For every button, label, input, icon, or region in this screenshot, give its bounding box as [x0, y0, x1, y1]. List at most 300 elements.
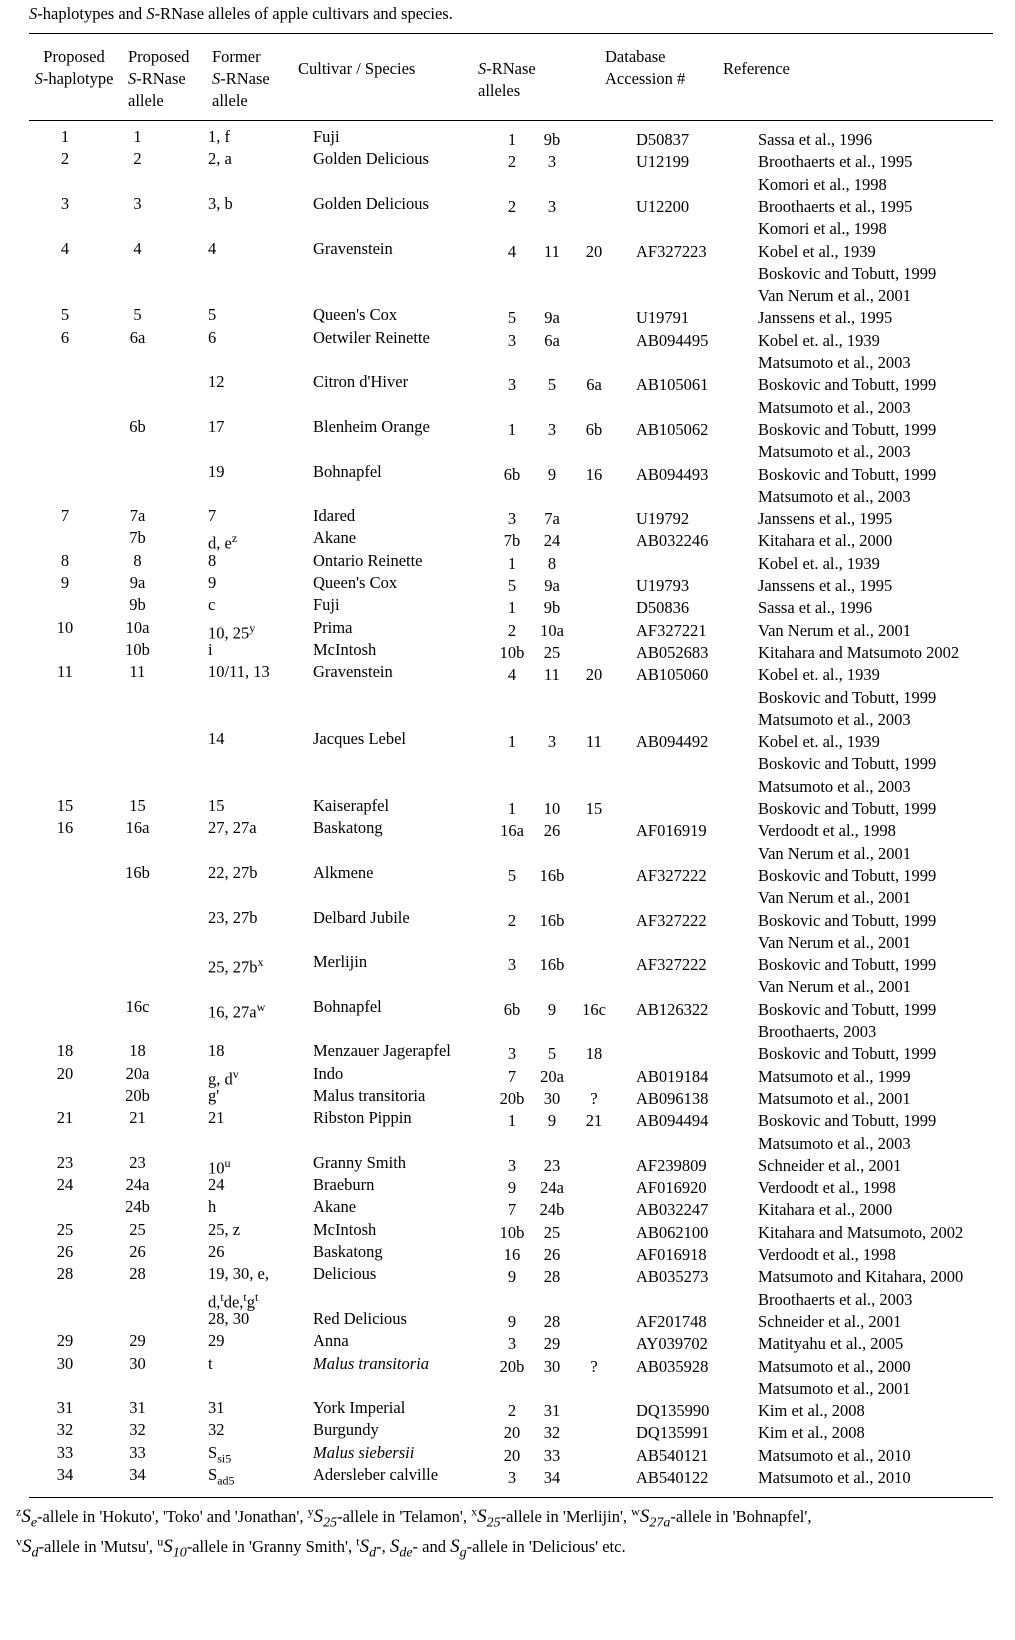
- header-rule: [29, 120, 993, 121]
- cell-a1: 3: [507, 1334, 517, 1354]
- cell-a1: 5: [507, 865, 517, 885]
- cell-hap: 33: [56, 1442, 74, 1462]
- cell-acc: AF016918: [636, 1245, 707, 1264]
- cell-prop: 11: [129, 662, 146, 682]
- table-row: [0, 1196, 1015, 1218]
- cell-former: d, $e^z$: [208, 531, 238, 553]
- cell-former: 4: [208, 238, 217, 258]
- cell-cultivar: Queen's Cox: [313, 305, 398, 325]
- cell-acc: AF327223: [636, 241, 707, 261]
- cell-former: 21: [208, 1108, 225, 1128]
- cell-hap: 3: [60, 193, 70, 213]
- cell-acc: AF016920: [636, 1178, 707, 1198]
- cell-ref: Kitahara et al., 2000: [758, 531, 893, 551]
- table-row: [0, 1152, 1015, 1178]
- cell-ref: Matsumoto et al., 2010: [758, 1445, 911, 1465]
- cell-acc: AF239809: [636, 1155, 707, 1175]
- table-row: [0, 349, 1015, 371]
- cell-prop: 28: [129, 1264, 146, 1284]
- table-row: [0, 1063, 1015, 1089]
- header-proposed-haplotype: Proposed S-haplotype: [34, 47, 114, 88]
- cell-cultivar: Malus transitoria: [313, 1353, 429, 1373]
- cell-former: 10, 25$^y$: [208, 620, 256, 643]
- cell-a2: 9: [547, 464, 557, 484]
- cell-cultivar: Idared: [313, 506, 356, 526]
- cell-prop: 5: [133, 305, 142, 325]
- cell-prop: 6a: [129, 327, 146, 347]
- table-row: [0, 907, 1015, 929]
- cell-a2: 10: [543, 799, 561, 818]
- cell-cultivar: Kaiserapfel: [313, 796, 390, 815]
- table-row: [0, 215, 1015, 237]
- cell-prop: 15: [129, 796, 146, 815]
- table-row: [0, 1353, 1015, 1375]
- table-row: [0, 1442, 1015, 1464]
- cell-a2: 5: [547, 1044, 557, 1064]
- cell-a2: 30: [543, 1356, 561, 1376]
- cell-prop: 33: [129, 1442, 146, 1462]
- cell-former: 17: [208, 416, 225, 436]
- cell-a1: 10b: [499, 1222, 525, 1242]
- cell-a1: 1: [507, 130, 517, 149]
- cell-a2: 3: [547, 152, 557, 172]
- cell-ref: Van Nerum et al., 2001: [758, 888, 912, 908]
- cell-a2: 25: [543, 642, 561, 662]
- cell-ref: Matsumoto et al., 2003: [758, 442, 911, 462]
- cell-a3: 21: [585, 1111, 603, 1131]
- cell-prop: 25: [129, 1219, 146, 1239]
- table-row: [0, 572, 1015, 594]
- cell-acc: DQ135991: [636, 1423, 710, 1443]
- cell-ref: Van Nerum et al., 2001: [758, 932, 912, 952]
- table-row: [0, 1174, 1015, 1196]
- cell-former: 19, 30, e,: [208, 1264, 269, 1284]
- cell-ref: Matsumoto et al., 2010: [758, 1468, 911, 1487]
- cell-former: 9: [208, 573, 217, 592]
- cell-cultivar: McIntosh: [313, 639, 377, 659]
- cell-ref: Komori et al., 1998: [758, 219, 887, 239]
- cell-a2: 11: [544, 241, 560, 261]
- cell-a2: 24b: [539, 1200, 565, 1220]
- cell-former: 25, z: [208, 1219, 241, 1239]
- cell-acc: AB035273: [636, 1267, 709, 1287]
- cell-a2: 9a: [544, 308, 560, 328]
- cell-a3: 20: [585, 665, 603, 685]
- cell-ref: Matsumoto et al., 2003: [758, 353, 911, 372]
- cell-acc: AB105061: [636, 375, 709, 395]
- table-row: [0, 840, 1015, 862]
- cell-acc: AB105060: [636, 665, 709, 685]
- cell-cultivar: Golden Delicious: [313, 193, 429, 213]
- cell-cultivar: Akane: [313, 1197, 357, 1217]
- table-row: [0, 461, 1015, 483]
- cell-ref: Matsumoto et al., 2003: [758, 1133, 911, 1153]
- cell-prop: 30: [129, 1353, 146, 1373]
- header-former-allele: Former S-RNase allele: [212, 47, 270, 110]
- cell-a1: 3: [507, 955, 517, 975]
- cell-former: g': [208, 1085, 220, 1105]
- cell-ref: Boskovic and Tobutt, 1999: [758, 687, 937, 707]
- cell-prop: 2: [133, 149, 142, 169]
- table-row: [0, 1375, 1015, 1397]
- cell-ref: Kim et al., 2008: [758, 1423, 865, 1443]
- cell-former: $S_{ad5}$: [208, 1465, 235, 1488]
- table-row: [0, 1085, 1015, 1107]
- cell-ref: Boskovic and Tobutt, 1999: [758, 754, 937, 774]
- footnote-part: $^wS_{27a}$-allele in 'Bohnapfel',: [631, 1504, 812, 1530]
- table-row: [0, 951, 1015, 977]
- cell-a1: 4: [507, 241, 517, 261]
- table-row: [0, 929, 1015, 951]
- cell-former: g, $d^v$: [208, 1066, 239, 1089]
- cell-ref: Kitahara and Matsumoto 2002: [758, 642, 960, 662]
- table-row: [0, 1241, 1015, 1263]
- table-row: [0, 1286, 1015, 1312]
- table-row: [0, 193, 1015, 215]
- cell-ref: Boskovic and Tobutt, 1999: [758, 419, 937, 439]
- cell-ref: Matsumoto et al., 1999: [758, 1066, 911, 1086]
- cell-a1: 16: [503, 1245, 521, 1264]
- table-row: [0, 750, 1015, 772]
- cell-hap: 10: [56, 617, 74, 637]
- cell-former: 3, b: [208, 193, 233, 213]
- cell-a2: 16b: [539, 955, 565, 975]
- cell-former: 16, $27a^w$: [208, 999, 266, 1022]
- cell-former: 12: [208, 372, 225, 392]
- cell-cultivar: Queen's Cox: [313, 573, 398, 592]
- footnote-part: $^tS_d-$,: [356, 1534, 390, 1560]
- table-row: [0, 661, 1015, 683]
- cell-prop: 10b: [125, 639, 150, 659]
- cell-a2: 33: [543, 1445, 561, 1465]
- cell-cultivar: Golden Delicious: [313, 149, 429, 169]
- cell-ref: Kobel et. al., 1939: [758, 330, 880, 350]
- cell-hap: 24: [56, 1175, 74, 1195]
- table-row: [0, 416, 1015, 438]
- cell-hap: 6: [60, 327, 70, 347]
- cell-former: c: [208, 595, 216, 615]
- cell-cultivar: Burgundy: [313, 1420, 379, 1440]
- table-row: [0, 438, 1015, 460]
- cell-former: i: [208, 639, 213, 659]
- cell-a2: 34: [543, 1468, 561, 1487]
- cell-a1: 20b: [499, 1356, 525, 1376]
- cell-a2: 9: [547, 999, 557, 1019]
- table-row: [0, 684, 1015, 706]
- cell-a3: 16: [585, 464, 603, 484]
- cell-acc: DQ135990: [636, 1401, 710, 1421]
- cell-hap: 18: [56, 1041, 74, 1061]
- cell-a2: 29: [543, 1334, 561, 1354]
- cell-former: 25, $27b^x$: [208, 955, 264, 977]
- cell-a2: 3: [547, 196, 557, 216]
- cell-a1: 1: [507, 1111, 517, 1131]
- footnote-line-1: [16, 1500, 811, 1534]
- cell-prop: 34: [129, 1465, 146, 1484]
- cell-hap: 34: [56, 1465, 74, 1484]
- cell-ref: Van Nerum et al., 2001: [758, 286, 912, 306]
- cell-a1: 1: [507, 598, 517, 618]
- cell-a2: 25: [543, 1222, 561, 1242]
- table-row: [0, 884, 1015, 906]
- cell-ref: Van Nerum et al., 2001: [758, 843, 912, 863]
- cell-cultivar: Jacques Lebel: [313, 729, 406, 749]
- cell-ref: Boskovic and Tobutt, 1999: [758, 1111, 937, 1131]
- cell-ref: Broothaerts et al., 1995: [758, 152, 913, 172]
- cell-cultivar: Red Delicious: [313, 1308, 407, 1328]
- table-row: [0, 973, 1015, 995]
- cell-acc: AB096138: [636, 1088, 709, 1108]
- cell-a1: 3: [507, 330, 517, 350]
- cell-acc: U12199: [636, 152, 690, 172]
- cell-a3: 16c: [582, 999, 606, 1019]
- cell-a3: 11: [586, 732, 602, 752]
- cell-acc: AB062100: [636, 1222, 709, 1242]
- cell-former: h: [208, 1197, 217, 1217]
- cell-cultivar: Adersleber calville: [313, 1465, 439, 1484]
- cell-cultivar: Baskatong: [313, 818, 383, 838]
- cell-ref: Sassa et al., 1996: [758, 130, 873, 149]
- cell-hap: 26: [56, 1242, 74, 1261]
- cell-ref: Boskovic and Tobutt, 1999: [758, 955, 937, 975]
- table-row: [0, 1308, 1015, 1330]
- cell-hap: 20: [56, 1063, 74, 1083]
- cell-prop: 16b: [125, 862, 150, 882]
- cell-a2: 9b: [543, 130, 561, 149]
- cell-cultivar: Menzauer Jagerapfel: [313, 1041, 451, 1061]
- cell-a2: 31: [543, 1401, 561, 1421]
- table-row: [0, 1130, 1015, 1152]
- cell-former: 10$^u$: [208, 1155, 231, 1178]
- cell-ref: Matsumoto et al., 2003: [758, 709, 911, 729]
- cell-prop: 6b: [129, 416, 146, 436]
- cell-ref: Matsumoto et al., 2001: [758, 1088, 911, 1108]
- cell-cultivar: Blenheim Orange: [313, 416, 430, 436]
- cell-a2: 23: [543, 1155, 561, 1175]
- cell-a2: 32: [543, 1423, 561, 1443]
- table-row: [0, 862, 1015, 884]
- cell-cultivar: Fuji: [313, 595, 340, 615]
- table-row: [0, 371, 1015, 393]
- table-row: [0, 795, 1015, 817]
- cell-acc: U19792: [636, 509, 690, 529]
- table-row: [0, 505, 1015, 527]
- cell-hap: 16: [56, 818, 74, 838]
- cell-former: 6: [208, 327, 217, 347]
- cell-former: 18: [208, 1041, 225, 1061]
- header-cultivar: Cultivar / Species: [298, 59, 416, 78]
- cell-cultivar: Merlijin: [313, 952, 368, 972]
- cell-ref: Kitahara and Matsumoto, 2002: [758, 1222, 964, 1242]
- cell-former: 5: [208, 305, 217, 325]
- cell-prop: 26: [129, 1242, 146, 1261]
- cell-cultivar: Bohnapfel: [313, 461, 382, 481]
- cell-acc: AF327222: [636, 865, 707, 885]
- table-row: [0, 1330, 1015, 1352]
- footnote-part: $S_{de}-$ and: [389, 1535, 451, 1560]
- cell-ref: Broothaerts, 2003: [758, 1022, 877, 1041]
- cell-former: 7: [208, 506, 217, 526]
- cell-ref: Matsumoto et al., 2001: [758, 1378, 911, 1398]
- cell-a1: 6b: [503, 999, 521, 1019]
- cell-acc: AB094494: [636, 1111, 709, 1131]
- cell-prop: 21: [129, 1108, 146, 1128]
- cell-ref: Matsumoto et al., 2003: [758, 776, 911, 796]
- table-row: [0, 1397, 1015, 1419]
- table-row: [0, 148, 1015, 170]
- cell-a3: ?: [590, 1088, 598, 1108]
- cell-prop: 18: [129, 1041, 146, 1061]
- cell-cultivar: Bohnapfel: [313, 996, 382, 1016]
- cell-prop: 7a: [129, 506, 146, 526]
- cell-prop: 31: [129, 1398, 146, 1418]
- table-caption: S-haplotypes and S-RNase alleles of apple cultivars and species.: [29, 4, 453, 23]
- cell-prop: 9a: [129, 573, 146, 592]
- cell-a1: 7: [507, 1066, 517, 1086]
- cell-acc: AB032246: [636, 531, 709, 551]
- cell-acc: D50837: [636, 130, 690, 149]
- cell-a1: 7: [507, 1200, 517, 1220]
- cell-acc: AB094495: [636, 330, 709, 350]
- cell-ref: Kobel et. al., 1939: [758, 665, 880, 685]
- cell-a2: 16b: [539, 910, 565, 930]
- table-row: [0, 1419, 1015, 1441]
- cell-acc: AY039702: [636, 1334, 708, 1354]
- table-row: [0, 171, 1015, 193]
- cell-prop: 10a: [125, 617, 150, 637]
- header-reference: Reference: [723, 59, 790, 78]
- cell-ref: Janssens et al., 1995: [758, 509, 893, 529]
- cell-ref: Boskovic and Tobutt, 1999: [758, 263, 937, 283]
- cell-a2: 3: [547, 419, 557, 439]
- cell-ref: Schneider et al., 2001: [758, 1311, 902, 1331]
- cell-former: 22, 27b: [208, 862, 258, 882]
- cell-former: 1, f: [208, 127, 230, 146]
- cell-hap: 31: [56, 1398, 74, 1418]
- cell-ref: Matsumoto et al., 2000: [758, 1356, 911, 1376]
- cell-hap: 2: [60, 149, 70, 169]
- table-row: [0, 706, 1015, 728]
- cell-former: 31: [208, 1398, 225, 1418]
- table-row: [0, 527, 1015, 553]
- cell-acc: AB094493: [636, 464, 709, 484]
- cell-cultivar: Alkmene: [313, 862, 374, 882]
- cell-acc: AF201748: [636, 1311, 707, 1331]
- cell-a3: 18: [585, 1044, 603, 1064]
- footnote-part: $^xS_{25}$-allele in 'Merlijin',: [471, 1504, 632, 1530]
- cell-acc: AB035928: [636, 1356, 709, 1376]
- cell-hap: 29: [56, 1331, 74, 1351]
- cell-ref: Kobel et. al., 1939: [758, 553, 880, 573]
- cell-acc: AB032247: [636, 1200, 709, 1220]
- cell-former: 19: [208, 461, 225, 481]
- cell-former: 32: [208, 1420, 225, 1440]
- cell-ref: Kim et al., 2008: [758, 1401, 865, 1421]
- cell-acc: U12200: [636, 196, 690, 216]
- cell-ref: Schneider et al., 2001: [758, 1155, 902, 1175]
- cell-a2: 30: [543, 1088, 561, 1108]
- cell-prop: 3: [133, 193, 142, 213]
- cell-cultivar: Citron d'Hiver: [313, 372, 409, 392]
- cell-hap: 23: [56, 1152, 74, 1172]
- top-rule: [29, 33, 993, 34]
- footnote-part: $^yS_{25}$-allele in 'Telamon',: [307, 1504, 472, 1530]
- cell-ref: Van Nerum et al., 2001: [758, 620, 912, 640]
- cell-a1: 3: [507, 1044, 517, 1064]
- table-row: [0, 1107, 1015, 1129]
- cell-a1: 1: [507, 799, 517, 818]
- header-rnase-alleles: S-RNase alleles: [478, 59, 536, 100]
- cell-a2: 6a: [544, 330, 560, 350]
- cell-former: 29: [208, 1331, 225, 1351]
- cell-acc: AB126322: [636, 999, 709, 1019]
- cell-a1: 2: [507, 196, 517, 216]
- table-row: [0, 394, 1015, 416]
- cell-prop: 20a: [125, 1063, 150, 1083]
- table-row: [0, 1219, 1015, 1241]
- cell-a1: 1: [507, 419, 517, 439]
- cell-cultivar: Oetwiler Reinette: [313, 327, 430, 347]
- cell-a1: 2: [507, 910, 517, 930]
- cell-acc: U19793: [636, 576, 690, 595]
- cell-a1: 1: [507, 553, 517, 573]
- cell-a2: 9a: [544, 576, 560, 595]
- cell-ref: Kobel et al., 1939: [758, 241, 876, 261]
- cell-hap: 7: [60, 506, 70, 526]
- cell-ref: Verdoodt et al., 1998: [758, 1245, 896, 1264]
- cell-former: 14: [208, 729, 225, 749]
- table-row: [0, 260, 1015, 282]
- footnote-part: $^vS_d$-allele in 'Mutsu',: [16, 1534, 158, 1560]
- cell-a3: 20: [585, 241, 603, 261]
- table-row: [0, 1018, 1015, 1040]
- cell-ref: Komori et al., 1998: [758, 174, 887, 194]
- cell-former: $S_{si5}$: [208, 1442, 232, 1465]
- cell-hap: 5: [60, 305, 70, 325]
- cell-a2: 7a: [544, 509, 560, 529]
- cell-a2: 20a: [540, 1066, 564, 1086]
- table-row: [0, 594, 1015, 616]
- cell-a1: 20: [503, 1445, 521, 1465]
- table-row: [0, 1263, 1015, 1285]
- cell-cultivar: Akane: [313, 528, 357, 548]
- cell-a2: 26: [543, 821, 561, 841]
- cell-acc: AB094492: [636, 732, 709, 752]
- cell-a2: 5: [547, 375, 557, 395]
- cell-cultivar: Braeburn: [313, 1175, 375, 1195]
- cell-hap: 25: [56, 1219, 74, 1239]
- cell-cultivar: Gravenstein: [313, 662, 393, 682]
- cell-a3: 6b: [585, 419, 603, 439]
- cell-hap: 8: [60, 550, 70, 570]
- table-row: [0, 728, 1015, 750]
- cell-prop: 29: [129, 1331, 146, 1351]
- cell-former: 27, 27a: [208, 818, 257, 838]
- cell-former: t: [208, 1353, 213, 1373]
- cell-former: 10/11, 13: [208, 662, 270, 682]
- cell-a3: 6a: [586, 375, 602, 395]
- cell-acc: AB105062: [636, 419, 709, 439]
- cell-ref: Kobel et. al., 1939: [758, 732, 880, 752]
- cell-hap: 4: [60, 238, 70, 258]
- cell-ref: Boskovic and Tobutt, 1999: [758, 865, 937, 885]
- cell-cultivar: Baskatong: [313, 1242, 383, 1261]
- cell-prop: 8: [133, 550, 142, 570]
- cell-prop: 1: [133, 127, 142, 146]
- cell-prop: 24a: [125, 1175, 150, 1195]
- table-row: [0, 773, 1015, 795]
- cell-a1: 20b: [499, 1088, 525, 1108]
